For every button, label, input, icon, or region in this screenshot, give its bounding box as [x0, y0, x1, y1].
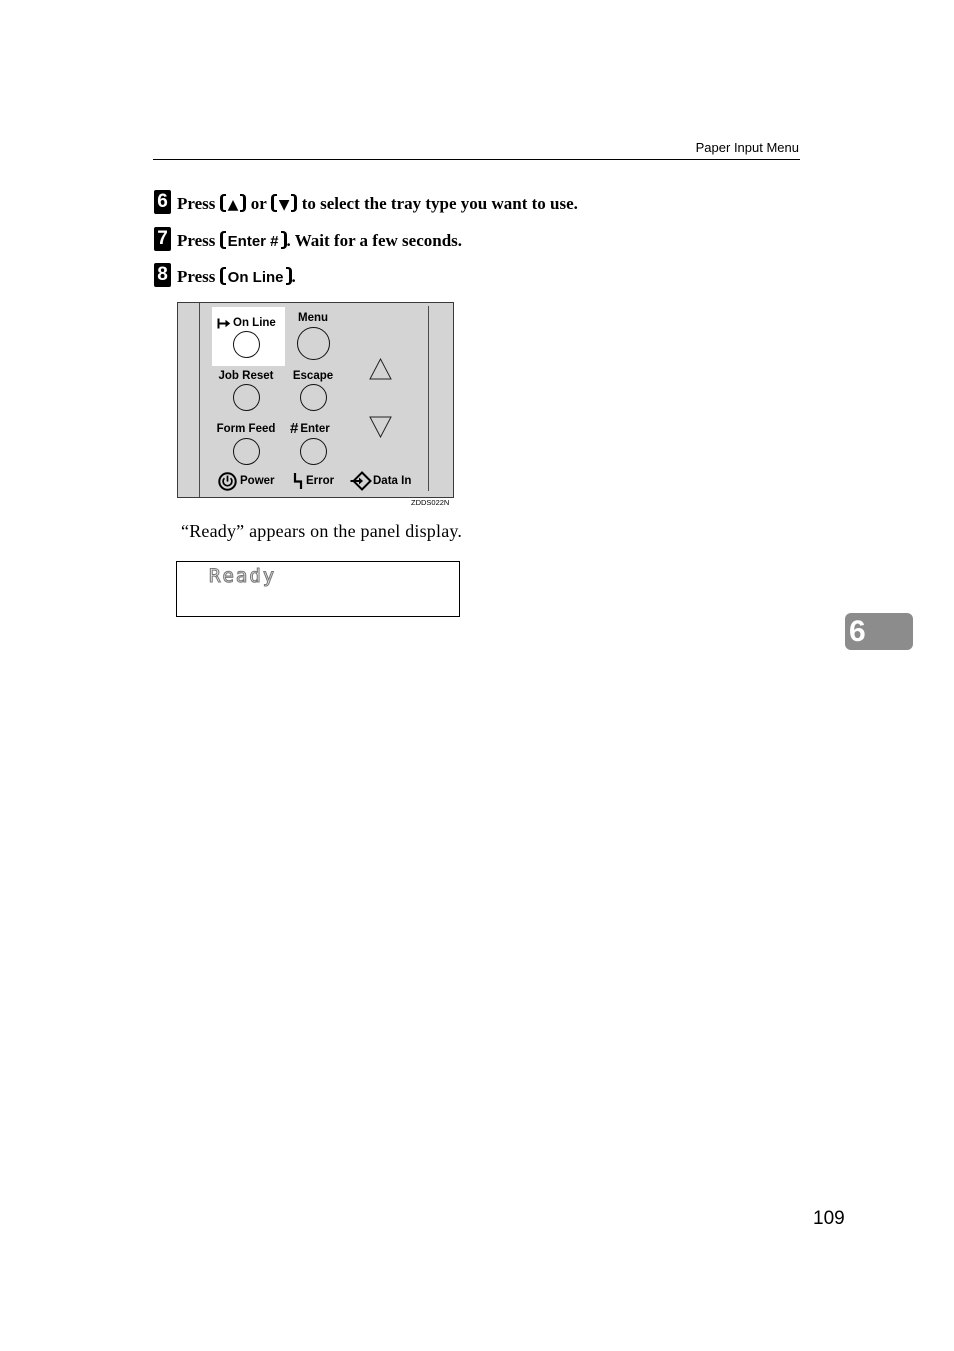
- data-in-label: Data In: [373, 475, 412, 487]
- result-caption: “Ready” appears on the panel display.: [181, 521, 463, 541]
- menu-button: [297, 327, 330, 360]
- page-number: 109: [813, 1208, 845, 1229]
- step-text: [177, 265, 296, 290]
- header-rule: [153, 159, 800, 160]
- form-feed-button: [233, 438, 260, 465]
- chapter-tab: [845, 613, 913, 650]
- enter-label-group: [290, 420, 330, 438]
- enter-key: Enter #: [220, 233, 287, 250]
- menu-label: Menu: [297, 312, 329, 324]
- display-text: Ready: [209, 565, 277, 587]
- up-triangle-icon: [369, 358, 392, 380]
- step-conjunction: or: [250, 194, 267, 213]
- step-6: [154, 190, 854, 214]
- enter-button: [300, 438, 327, 465]
- job-reset-button: [233, 384, 260, 411]
- panel-display: [176, 561, 460, 617]
- step-text: [177, 192, 578, 217]
- step-number: 7: [154, 227, 171, 251]
- step-verb: Press: [177, 231, 216, 250]
- form-feed-label: Form Feed: [216, 423, 276, 435]
- escape-label: Escape: [292, 370, 334, 382]
- step-verb: Press: [177, 267, 216, 286]
- job-reset-label: Job Reset: [218, 370, 274, 382]
- step-7: [154, 227, 854, 251]
- step-text: [177, 229, 462, 254]
- control-panel-illustration: [177, 302, 454, 498]
- running-header: Paper Input Menu: [695, 140, 799, 155]
- data-in-indicator: [350, 472, 411, 490]
- on-line-arrow-icon: [217, 316, 231, 330]
- error-label: Error: [306, 475, 335, 487]
- power-icon: [218, 472, 237, 491]
- step-number: 8: [154, 263, 171, 287]
- error-icon: [293, 472, 303, 490]
- on-line-key: On Line: [220, 269, 292, 286]
- down-triangle-icon: [369, 416, 392, 438]
- hash-icon: #: [290, 420, 299, 437]
- on-line-button: [233, 331, 260, 358]
- step-instruction: to select the tray type you want to use.: [301, 194, 578, 213]
- panel-right-divider: [428, 306, 429, 491]
- power-indicator: [218, 472, 275, 490]
- escape-button: [300, 384, 327, 411]
- step-verb: Press: [177, 194, 216, 213]
- step-8: [154, 263, 854, 287]
- step-instruction: . Wait for a few seconds.: [286, 231, 463, 250]
- up-arrow-key: ▲: [220, 197, 247, 213]
- figure-id: ZDDS022N: [411, 498, 450, 507]
- step-instruction: .: [291, 267, 296, 286]
- chapter-number: 6: [849, 615, 866, 648]
- data-in-icon: [350, 471, 372, 491]
- down-arrow-key: ▼: [271, 197, 298, 213]
- power-label: Power: [240, 475, 275, 487]
- on-line-label-group: [217, 314, 276, 332]
- error-indicator: [293, 472, 334, 490]
- step-number: 6: [154, 190, 171, 214]
- enter-label: Enter: [300, 423, 330, 435]
- panel-left-divider: [199, 303, 200, 497]
- on-line-label: On Line: [233, 317, 276, 329]
